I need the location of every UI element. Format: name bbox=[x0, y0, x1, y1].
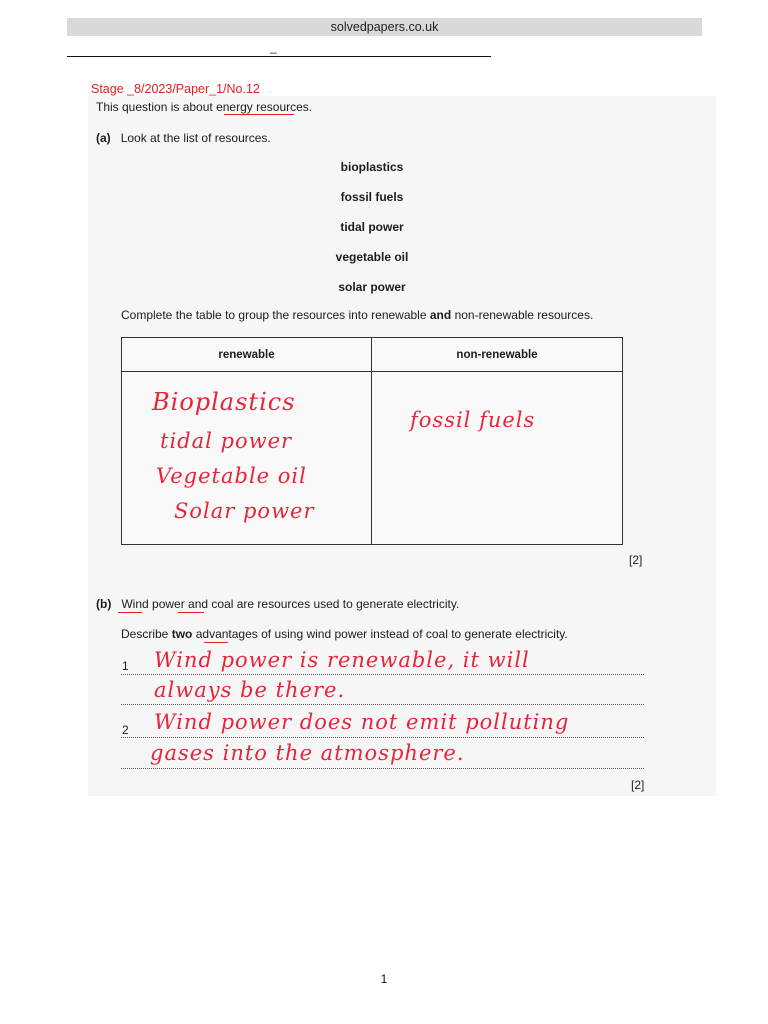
resource-item: vegetable oil bbox=[335, 250, 409, 264]
question-intro: This question is about energy resources. bbox=[96, 100, 313, 114]
answer-number: 2 bbox=[122, 723, 129, 737]
handwritten-answer: Bioplastics bbox=[152, 388, 296, 416]
ink-underline-coal bbox=[178, 612, 204, 613]
scanned-question bbox=[88, 96, 716, 796]
part-b-instruction bbox=[121, 627, 568, 641]
part-a-label: (a) bbox=[96, 131, 111, 145]
part-a-header bbox=[96, 131, 271, 145]
ink-underline-energy bbox=[224, 114, 294, 115]
part-b-header bbox=[96, 597, 459, 611]
handwritten-answer: Vegetable oil bbox=[156, 464, 307, 488]
answer-line bbox=[121, 768, 644, 769]
page-number: 1 bbox=[380, 972, 388, 986]
handwritten-answer: Solar power bbox=[174, 499, 315, 523]
answer-line bbox=[121, 704, 644, 705]
instruction-text: Complete the table to group the resources into renewable bbox=[121, 308, 427, 322]
instruction-and: and bbox=[429, 308, 452, 322]
instruction-text: Describe bbox=[121, 627, 169, 641]
answer-line bbox=[121, 737, 644, 738]
handwritten-answer: fossil fuels bbox=[410, 408, 536, 432]
handwritten-answer: gases into the atmosphere. bbox=[150, 741, 465, 765]
table-header-rule bbox=[122, 371, 622, 372]
part-a-prompt: Look at the list of resources. bbox=[120, 131, 271, 145]
instruction-text-end: advantages of using wind power instead of coal to generate electricity. bbox=[195, 627, 568, 641]
handwritten-answer: Wind power does not emit polluting bbox=[154, 710, 570, 734]
marks-part-b: [2] bbox=[631, 778, 645, 792]
column-header-renewable: renewable bbox=[218, 349, 275, 361]
resource-table bbox=[121, 337, 623, 545]
handwritten-answer: tidal power bbox=[160, 429, 293, 453]
answer-number: 1 bbox=[122, 659, 129, 673]
handwritten-answer: always be there. bbox=[154, 678, 346, 702]
part-a-instruction bbox=[121, 308, 593, 322]
instruction-two: two bbox=[171, 627, 193, 641]
header-dash: _ bbox=[270, 40, 277, 54]
marks-part-a: [2] bbox=[629, 553, 643, 567]
resource-item: solar power bbox=[338, 280, 406, 294]
resource-item: bioplastics bbox=[340, 160, 404, 174]
handwritten-answer: Wind power is renewable, it will bbox=[154, 648, 530, 672]
stage-reference: Stage _8/2023/Paper_1/No.12 bbox=[91, 82, 260, 96]
resource-item: tidal power bbox=[340, 220, 404, 234]
site-banner: solvedpapers.co.uk bbox=[67, 18, 702, 36]
ink-underline-wind bbox=[118, 612, 142, 613]
ink-underline-advantages bbox=[204, 642, 228, 643]
part-b-label: (b) bbox=[96, 597, 112, 611]
table-divider bbox=[371, 338, 372, 544]
answer-line bbox=[121, 674, 644, 675]
resource-item: fossil fuels bbox=[340, 190, 404, 204]
part-b-prompt: Wind power and coal are resources used to generate electricity. bbox=[121, 597, 460, 611]
column-header-non-renewable: non-renewable bbox=[456, 349, 538, 361]
instruction-text-end: non-renewable resources. bbox=[454, 308, 594, 322]
header-rule bbox=[67, 56, 491, 57]
